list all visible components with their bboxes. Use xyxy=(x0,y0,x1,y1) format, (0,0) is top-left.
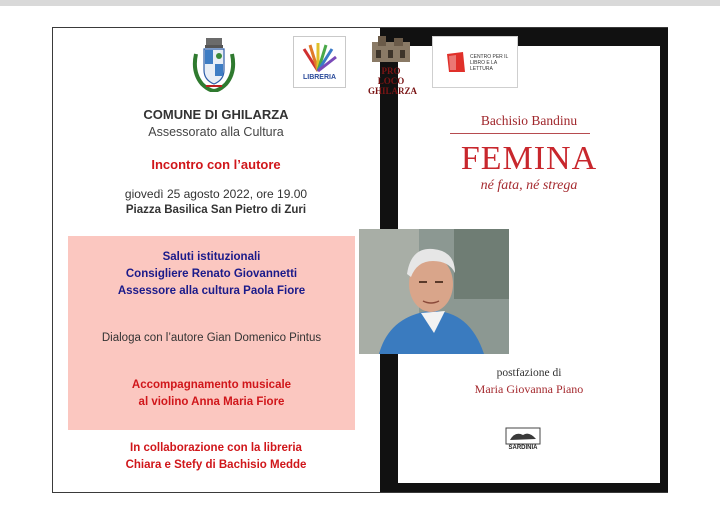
collaboration-line-2: Chiara e Stefy di Bachisio Medde xyxy=(125,459,307,471)
author-underline xyxy=(450,133,590,134)
dialogue-line: Dialoga con l’autore Gian Domenico Pintus xyxy=(101,332,322,344)
centro-libro-logo xyxy=(432,36,518,88)
greetings-title: Saluti istituzionali xyxy=(162,251,261,263)
greeting-assessor: Assessore alla cultura Paola Fiore xyxy=(117,285,306,297)
top-bar xyxy=(0,0,720,6)
event-place: Piazza Basilica San Pietro di Zuri xyxy=(125,204,307,216)
event-title: Incontro con l’autore xyxy=(151,157,281,172)
event-datetime: giovedì 25 agosto 2022, ore 19.00 xyxy=(124,187,308,201)
author-photo xyxy=(359,229,509,354)
publisher-logo xyxy=(505,427,541,453)
collaboration-line-1: In collaborazione con la libreria xyxy=(130,442,302,454)
music-line-1: Accompagnamento musicale xyxy=(131,379,292,391)
pro-loco-label: PRO LOCO GHILARZA xyxy=(368,66,418,96)
department-subtitle: Assessorato alla Cultura xyxy=(148,125,284,139)
publisher-label: SARDINIA xyxy=(508,445,538,451)
book-author: Bachisio Bandinu xyxy=(480,113,578,128)
pro-loco-logo xyxy=(368,34,418,96)
book-title: FEMINA xyxy=(460,140,598,177)
organizer-title: COMUNE DI GHILARZA xyxy=(143,107,289,122)
book-subtitle: né fata, né strega xyxy=(480,178,578,193)
libreria-logo xyxy=(293,36,346,88)
libreria-label: LIBRERIA xyxy=(302,74,337,81)
afterword-author: Maria Giovanna Piano xyxy=(474,382,584,396)
afterword-label: postfazione di xyxy=(496,367,562,379)
greeting-councillor: Consigliere Renato Giovannetti xyxy=(125,268,298,280)
comune-crest-logo xyxy=(190,38,238,92)
centro-label: CENTRO PER IL LIBRO E LA LETTURA xyxy=(470,54,509,72)
music-line-2: al violino Anna Maria Fiore xyxy=(138,396,285,408)
